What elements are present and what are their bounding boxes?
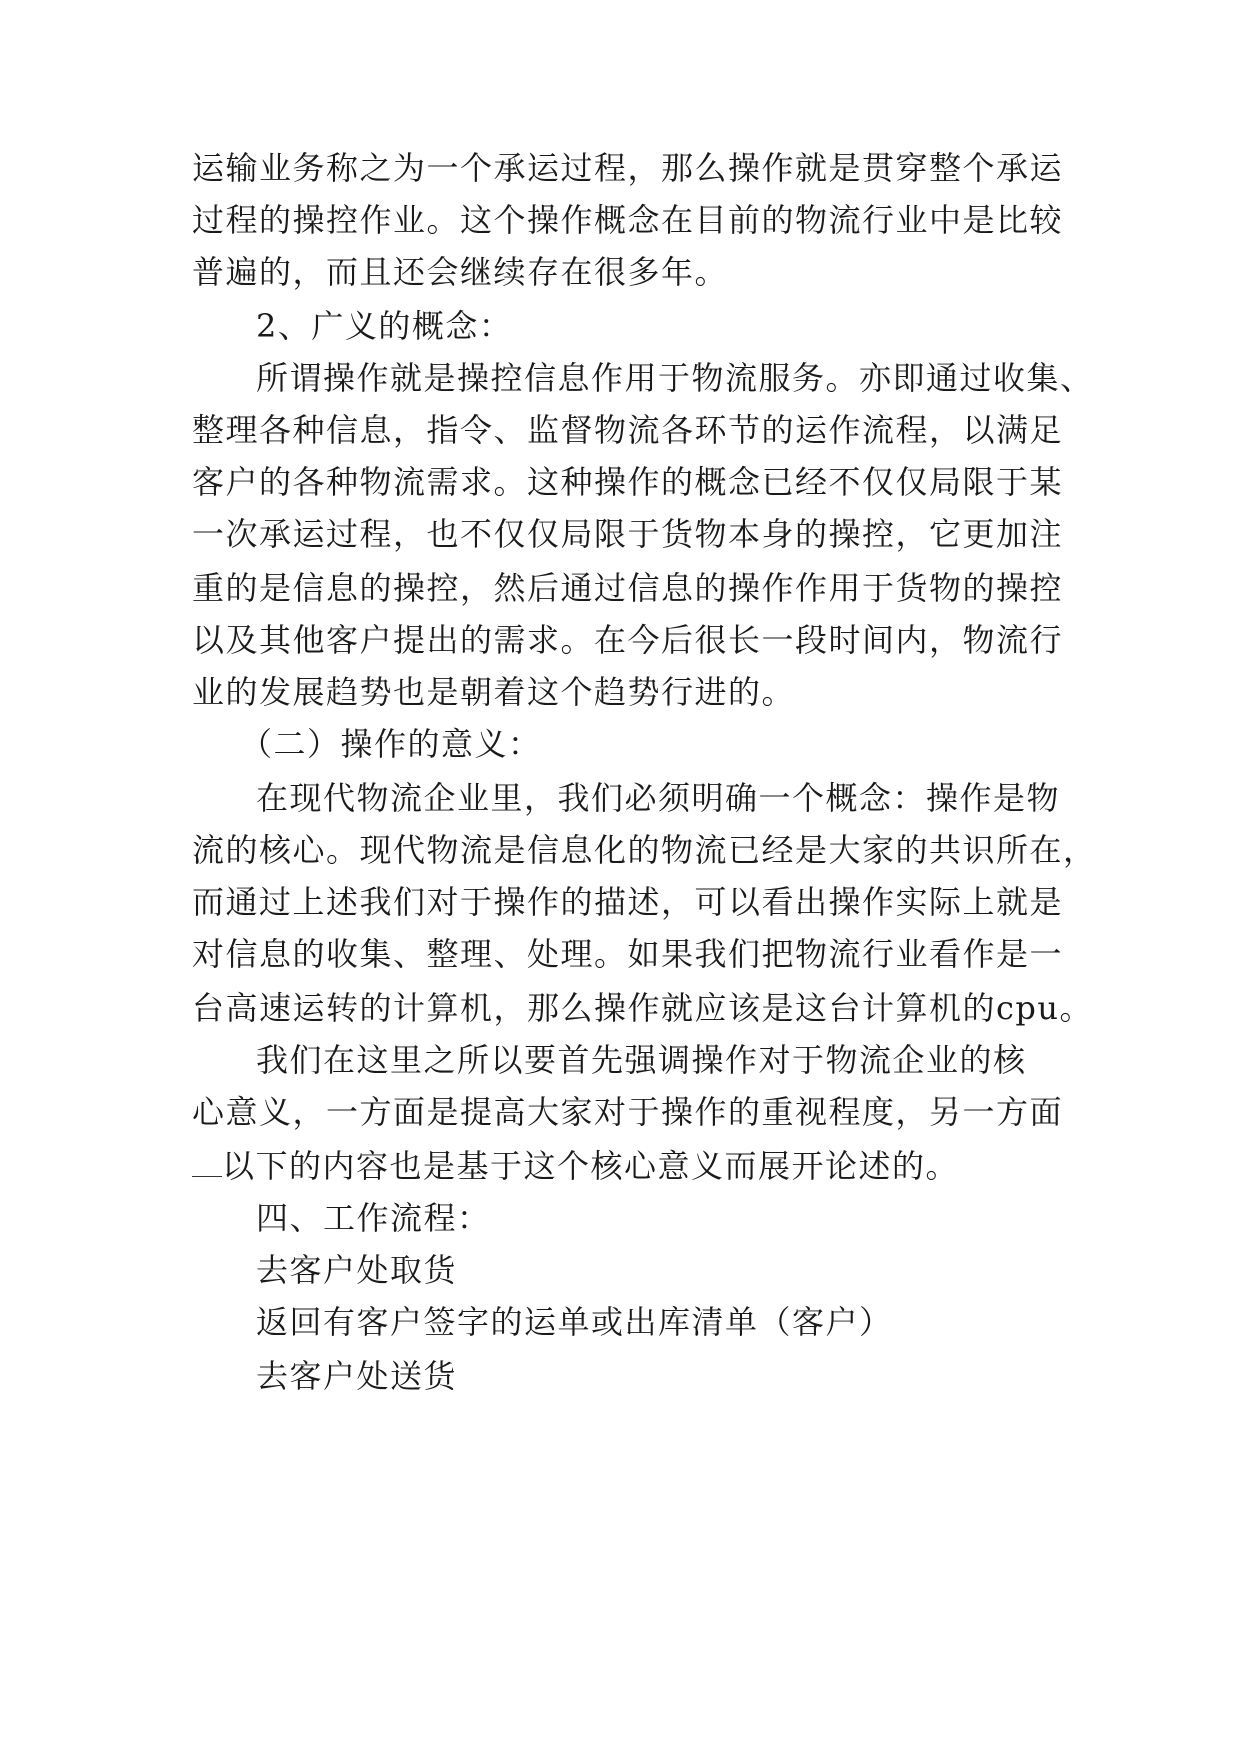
paragraph-line: 运输业务称之为一个承运过程，那么操作就是贯穿整个承运 [192,149,1064,187]
paragraph-line: 以及其他客户提出的需求。在今后很长一段时间内，物流行 [192,621,1064,659]
paragraph-line-with-blank [192,1146,959,1186]
list-item: 去客户处取货 [256,1251,458,1289]
section-heading: （二）操作的意义： [240,725,542,763]
section-heading: 四、工作流程： [256,1199,491,1237]
paragraph-line: 过程的操控作业。这个操作概念在目前的物流行业中是比较 [192,201,1064,239]
paragraph-line: 我们在这里之所以要首先强调操作对于物流企业的核 [256,1041,1027,1079]
paragraph-line-text: 以下的内容也是基于这个核心意义而展开论述的。 [222,1147,960,1185]
paragraph-line: 重的是信息的操控，然后通过信息的操作作用于货物的操控 [192,569,1064,607]
paragraph-line: 而通过上述我们对于操作的描述，可以看出操作实际上就是 [192,883,1064,921]
paragraph-line: 一次承运过程，也不仅仅局限于货物本身的操控，它更加注 [192,515,1064,553]
paragraph-line: 整理各种信息，指令、监督物流各环节的运作流程，以满足 [192,411,1064,449]
list-item: 返回有客户签字的运单或出库清单（客户） [256,1303,893,1341]
paragraph-line: 台高速运转的计算机，那么操作就应该是这台计算机的cpu。 [192,989,1094,1027]
section-heading: 2、广义的概念： [256,307,513,345]
paragraph-line: 业的发展趋势也是朝着这个趋势行进的。 [192,673,796,711]
paragraph-line: 客户的各种物流需求。这种操作的概念已经不仅仅局限于某 [192,463,1064,501]
paragraph-line: 流的核心。现代物流是信息化的物流已经是大家的共识所在， [192,831,1097,869]
paragraph-line: 在现代物流企业里，我们必须明确一个概念：操作是物 [256,779,1061,817]
list-item: 去客户处送货 [256,1357,458,1395]
paragraph-line: 对信息的收集、整理、处理。如果我们把物流行业看作是一 [192,935,1064,973]
paragraph-line: 普遍的，而且还会继续存在很多年。 [192,253,729,291]
paragraph-line: 所谓操作就是操控信息作用于物流服务。亦即通过收集、 [256,359,1094,397]
fill-in-blank [192,1148,222,1177]
paragraph-line: 心意义，一方面是提高大家对于操作的重视程度，另一方面 [192,1093,1064,1131]
